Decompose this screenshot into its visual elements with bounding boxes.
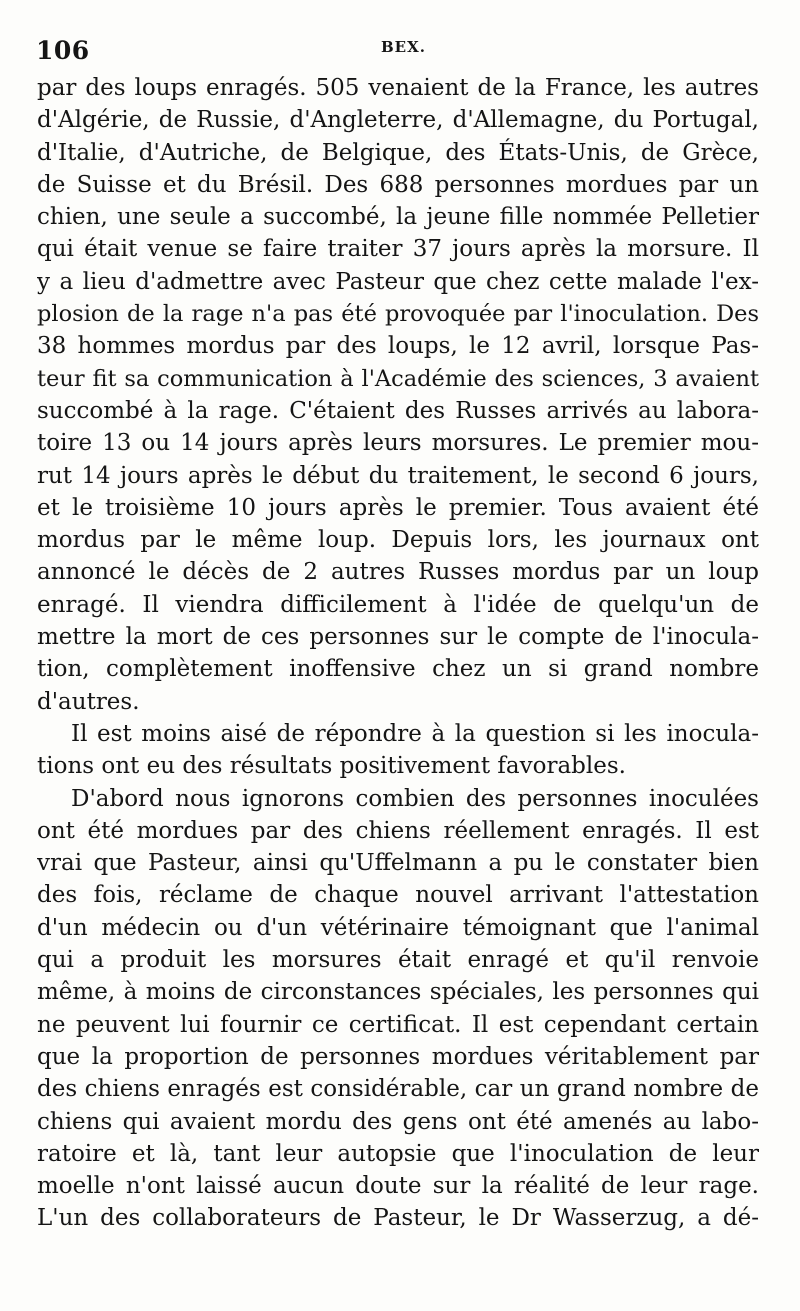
text-line: annoncé le décès de 2 autres Russes mordus par un loup — [37, 559, 759, 586]
text-line: toire 13 ou 14 jours après leurs morsures. Le premier mou- — [37, 430, 759, 457]
text-line: rut 14 jours après le début du traitement, le second 6 jours, — [37, 462, 759, 489]
text-line: même, à moins de circonstances spéciales, les personnes qui — [37, 979, 759, 1006]
text-line: Il est moins aisé de répondre à la question si les inocula- — [71, 720, 759, 747]
text-line: des fois, réclame de chaque nouvel arrivant l'attestation — [37, 882, 759, 909]
text-line: ne peuvent lui fournir ce certificat. Il est cependant certain — [37, 1011, 759, 1038]
running-head: BEX. — [381, 38, 426, 56]
text-line: mettre la mort de ces personnes sur le compte de l'inocula- — [37, 624, 759, 651]
text-line: enragé. Il viendra difficilement à l'idée de quelqu'un de — [37, 591, 759, 618]
text-line: tion, complètement inoffensive chez un si grand nombre — [37, 656, 759, 683]
text-line: 38 hommes mordus par des loups, le 12 avril, lorsque Pas- — [37, 333, 759, 360]
text-line: des chiens enragés est considérable, car un grand nombre de — [37, 1076, 759, 1103]
text-line: d'Algérie, de Russie, d'Angleterre, d'Allemagne, du Portugal, — [37, 107, 759, 134]
text-line: de Suisse et du Brésil. Des 688 personnes mordues par un — [37, 171, 759, 198]
text-line: d'autres. — [37, 688, 140, 715]
text-line: L'un des collaborateurs de Pasteur, le Dr Wasserzug, a dé- — [37, 1205, 759, 1232]
text-line: moelle n'ont laissé aucun doute sur la réalité de leur rage. — [37, 1173, 759, 1200]
text-line: y a lieu d'admettre avec Pasteur que chez cette malade l'ex- — [37, 268, 759, 295]
text-line: chiens qui avaient mordu des gens ont été amenés au labo- — [37, 1108, 759, 1135]
page-number: 106 — [36, 36, 90, 65]
text-line: ont été mordues par des chiens réellement enragés. Il est — [37, 817, 759, 844]
text-line: succombé à la rage. C'étaient des Russes arrivés au labora- — [37, 397, 759, 424]
text-line: que la proportion de personnes mordues véritablement par — [37, 1043, 759, 1070]
page-header — [36, 36, 766, 70]
text-line: ratoire et là, tant leur autopsie que l'inoculation de leur — [37, 1140, 759, 1167]
text-line: qui était venue se faire traiter 37 jours après la morsure. Il — [37, 236, 759, 263]
text-line: D'abord nous ignorons combien des personnes inoculées — [71, 785, 759, 812]
text-line: d'Italie, d'Autriche, de Belgique, des États-Unis, de Grèce, — [37, 139, 759, 166]
text-line: tions ont eu des résultats positivement favorables. — [37, 753, 626, 780]
text-line: plosion de la rage n'a pas été provoquée par l'inoculation. Des — [37, 301, 759, 328]
text-line: teur fit sa communication à l'Académie des sciences, 3 avaient — [37, 365, 759, 392]
text-line: chien, une seule a succombé, la jeune fille nommée Pelletier — [37, 204, 759, 231]
text-line: vrai que Pasteur, ainsi qu'Uffelmann a pu le constater bien — [37, 850, 759, 877]
text-line: d'un médecin ou d'un vétérinaire témoignant que l'animal — [37, 914, 759, 941]
text-line: mordus par le même loup. Depuis lors, les journaux ont — [37, 527, 759, 554]
text-line: et le troisième 10 jours après le premier. Tous avaient été — [37, 494, 759, 521]
body-text — [37, 72, 759, 1235]
text-line: par des loups enragés. 505 venaient de la France, les autres — [37, 75, 759, 101]
text-line: qui a produit les morsures était enragé et qu'il renvoie — [37, 947, 759, 974]
